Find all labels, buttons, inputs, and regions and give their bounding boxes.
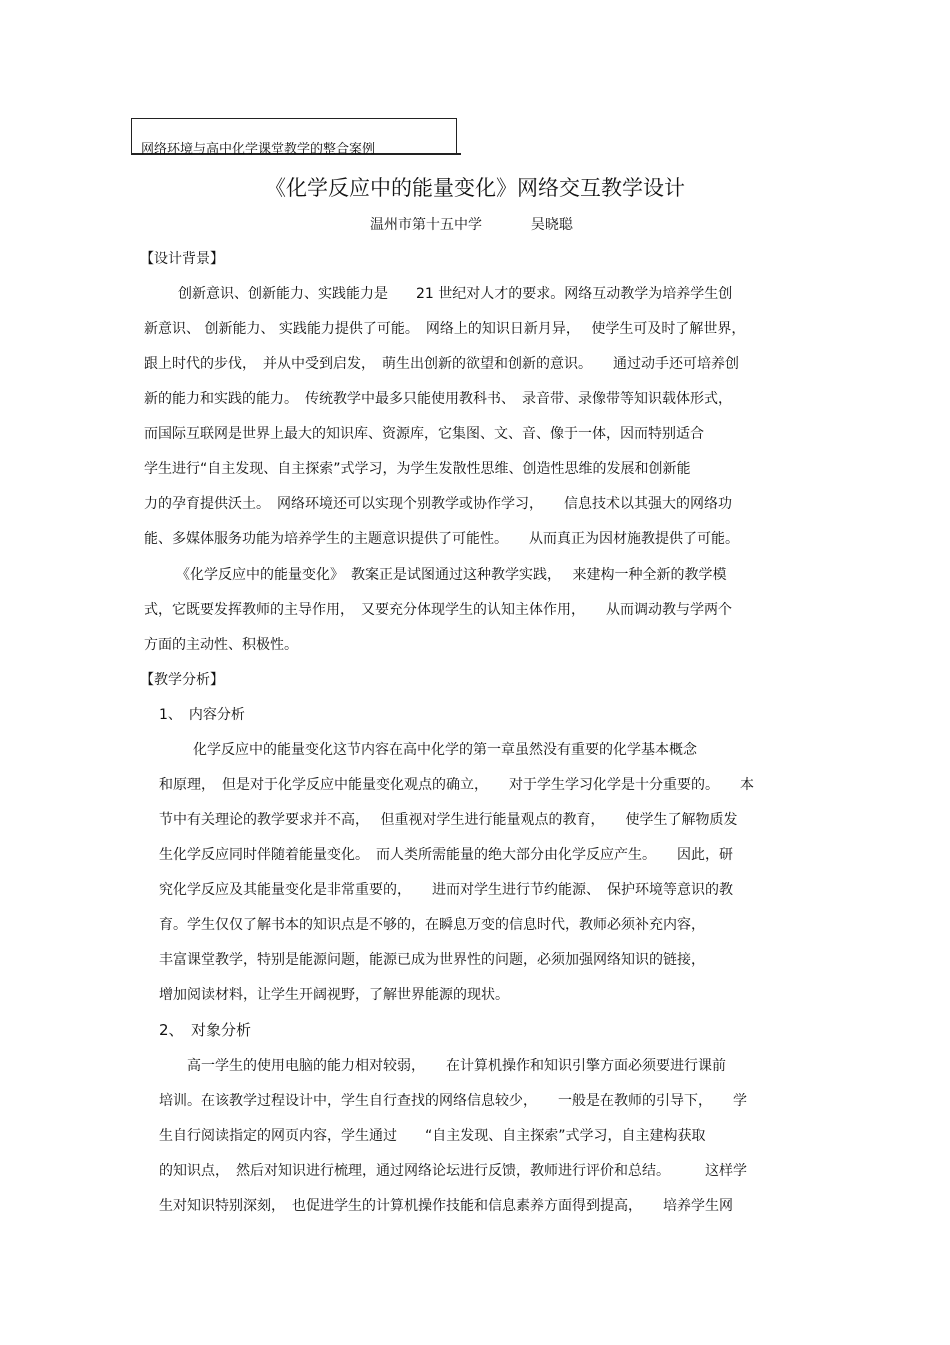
paragraph-line: 创新意识、创新能力、实践能力是 21 世纪对人才的要求。网络互动教学为培养学生创 (178, 286, 733, 302)
paragraph-line: 培训。在该教学过程设计中，学生自行查找的网络信息较少， 一般是在教师的引导下， 学 (159, 1093, 747, 1109)
document-title: 《化学反应中的能量变化》网络交互教学设计 (265, 176, 685, 200)
paragraph-line: 和原理， 但是对于化学反应中能量变化观点的确立， 对于学生学习化学是十分重要的。 本 (159, 777, 754, 793)
paragraph-line: 的知识点， 然后对知识进行梳理，通过网络论坛进行反馈，教师进行评价和总结。 这样学 (159, 1163, 747, 1179)
paragraph-line: 新的能力和实践的能力。 传统教学中最多只能使用教科书、 录音带、录像带等知识载体形式， (144, 391, 732, 407)
paragraph-line: 增加阅读材料，让学生开阔视野，了解世界能源的现状。 (159, 987, 509, 1003)
subsection-content-analysis: 1、 内容分析 (159, 707, 245, 723)
paragraph-line: 化学反应中的能量变化这节内容在高中化学的第一章虽然没有重要的化学基本概念 (193, 742, 697, 758)
paragraph-line: 生化学反应同时伴随着能量变化。 而人类所需能量的绝大部分由化学反应产生。 因此，研 (159, 847, 733, 863)
paragraph-line: 新意识、 创新能力、 实践能力提供了可能。 网络上的知识日新月异， 使学生可及时了解世界， (144, 321, 746, 337)
header-label: 网络环境与高中化学课堂教学的整合案例 (141, 142, 376, 157)
paragraph-line: 而国际互联网是世界上最大的知识库、资源库，它集图、文、音、像于一体，因而特别适合 (144, 426, 704, 442)
paragraph-line: 跟上时代的步伐， 并从中受到启发， 萌生出创新的欲望和创新的意识。 通过动手还可培养创 (144, 356, 739, 372)
paragraph-line: 能、多媒体服务功能为培养学生的主题意识提供了可能性。 从而真正为因材施教提供了可能。 (144, 531, 739, 547)
section-heading-analysis: 【教学分析】 (140, 672, 224, 688)
paragraph-line: 育。学生仅仅了解书本的知识点是不够的，在瞬息万变的信息时代，教师必须补充内容， (159, 917, 705, 933)
paragraph-line: 丰富课堂教学，特别是能源问题，能源已成为世界性的问题，必须加强网络知识的链接， (159, 952, 705, 968)
paragraph-line: 节中有关理论的教学要求并不高， 但重视对学生进行能量观点的教育， 使学生了解物质发 (159, 812, 738, 828)
paragraph-line: 高一学生的使用电脑的能力相对较弱， 在计算机操作和知识引擎方面必须要进行课前 (187, 1058, 726, 1074)
paragraph-line: 方面的主动性、积极性。 (144, 637, 298, 653)
paragraph-line: 力的孕育提供沃土。 网络环境还可以实现个别教学或协作学习， 信息技术以其强大的网络功 (144, 496, 732, 512)
paragraph-line: 《化学反应中的能量变化》 教案正是试图通过这种教学实践， 来建构一种全新的教学模 (176, 567, 727, 583)
section-heading-background: 【设计背景】 (140, 251, 224, 267)
author-name: 吴晓聪 (530, 217, 573, 233)
paragraph-line: 生对知识特别深刻， 也促进学生的计算机操作技能和信息素养方面得到提高， 培养学生网 (159, 1198, 733, 1214)
author-school: 温州市第十五中学 (370, 217, 482, 233)
paragraph-line: 式，它既要发挥教师的主导作用， 又要充分体现学生的认知主体作用， 从而调动教与学两个 (144, 602, 732, 618)
author-line (370, 214, 573, 234)
paragraph-line: 生自行阅读指定的网页内容，学生通过 “自主发现、自主探索”式学习，自主建构获取 (159, 1128, 706, 1144)
paragraph-line: 究化学反应及其能量变化是非常重要的， 进而对学生进行节约能源、 保护环境等意识的教 (159, 882, 733, 898)
paragraph-line: 学生进行“自主发现、自主探索”式学习，为学生发散性思维、创造性思维的发展和创新能 (144, 461, 691, 477)
subsection-object-analysis: 2、 对象分析 (159, 1021, 252, 1039)
